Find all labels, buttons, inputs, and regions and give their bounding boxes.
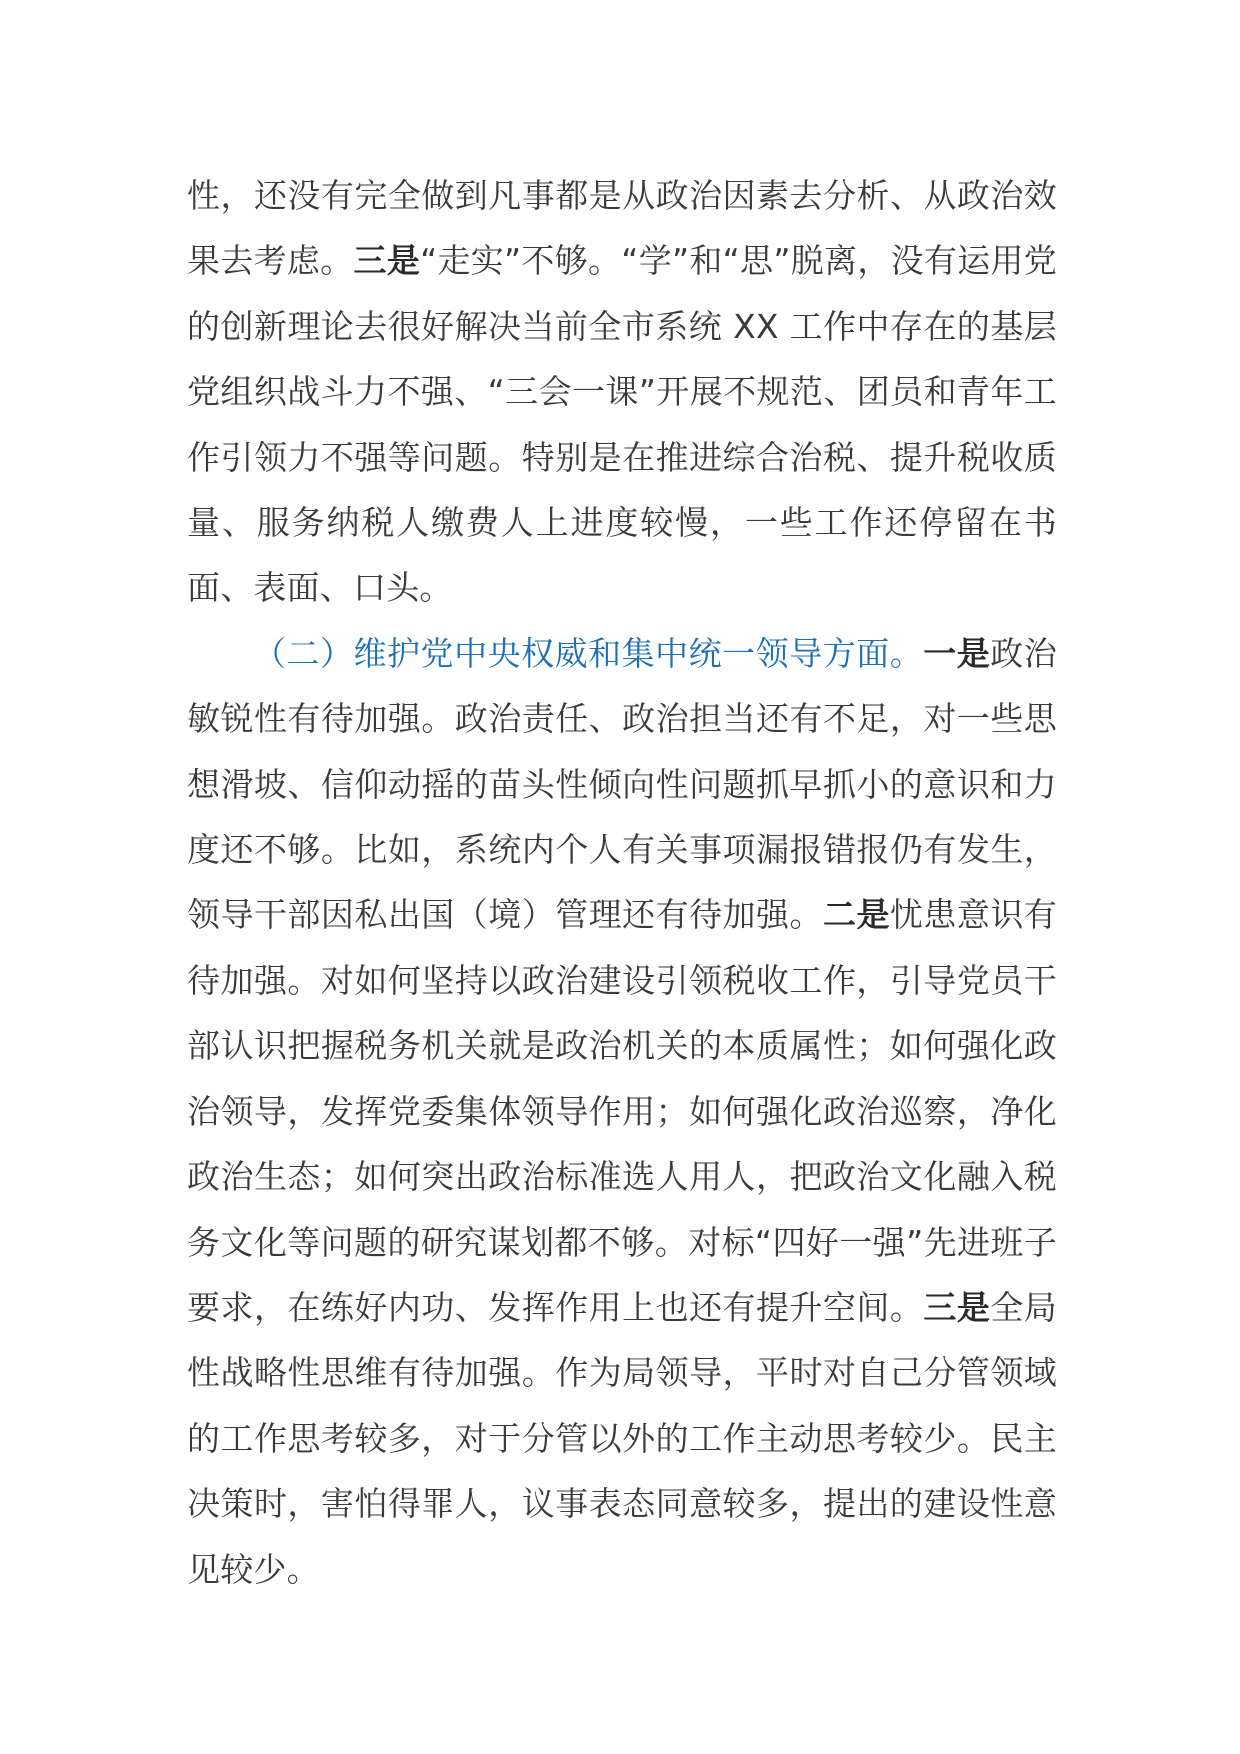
paragraph-text: “走实”不够。“学”和“思”脱离，没有运用党的创新理论去很好解决当前全市系统 XX 工作中存在的基层党组织战斗力不强、“三会一课”开展不规范、团员和青年工作引领力不强等问题。特别是在推进综合治税、提升税收质量、服务纳税人缴费人上进度较慢，一些工作还停留在书面、表面、口头。 xyxy=(187,241,1057,608)
point-lead-three: 三是 xyxy=(923,1287,991,1327)
paragraph-text: 政治敏锐性有待加强。政治责任、政治担当还有不足，对一些思想滑坡、信仰动摇的苗头性倾向性问题抓早抓小的意识和力度还不够。比如，系统内个人有关事项漏报错报仍有发生，领导干部因私出国（境）管理还有待加强。 xyxy=(187,633,1057,935)
point-lead-one: 一是 xyxy=(923,633,991,673)
paragraph-section-two xyxy=(187,621,1057,1602)
point-lead-three: 三是 xyxy=(353,241,421,281)
paragraph-text: 全局性战略性思维有待加强。作为局领导，平时对自己分管领域的工作思考较多，对于分管以外的工作主动思考较少。民主决策时，害怕得罪人，议事表态同意较多，提出的建设性意见较少。 xyxy=(187,1287,1057,1589)
document-body xyxy=(187,163,1057,1602)
paragraph-text: 忧患意识有待加强。对如何坚持以政治建设引领税收工作，引导党员干部认识把握税务机关就是政治机关的本质属性；如何强化政治领导，发挥党委集体领导作用；如何强化政治巡察，净化政治生态；如何突出政治标准选人用人，把政治文化融入税务文化等问题的研究谋划都不够。对标“四好一强”先进班子要求，在练好内功、发挥作用上也还有提升空间。 xyxy=(187,895,1058,1327)
paragraph-continuation xyxy=(187,163,1057,621)
section-heading: （二）维护党中央权威和集中统一领导方面。 xyxy=(253,633,924,673)
paragraph-text: 性，还没有完全做到凡事都是从政治因素去分析、从政治效果去考虑。 xyxy=(187,176,1057,281)
point-lead-two: 二是 xyxy=(822,895,890,935)
